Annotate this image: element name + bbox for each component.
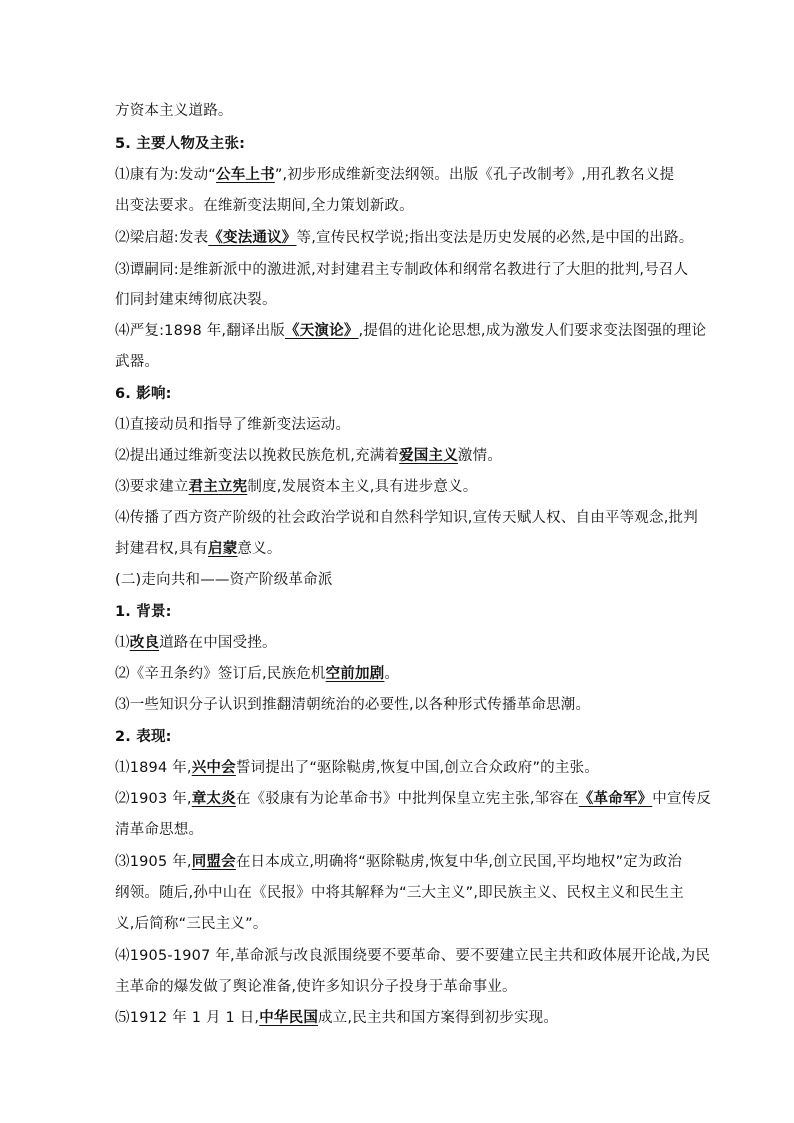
- text-line: 义,后简称“三民主义”。: [115, 916, 268, 932]
- section-heading: 6. 影响:: [115, 386, 172, 402]
- text-line: ⑷严复:1898 年,翻译出版《天演论》,提倡的进化论思想,成为激发人们要求变法图强的理论: [115, 323, 707, 339]
- key-term: 中华民国: [259, 1010, 319, 1026]
- text-line: 清革命思想。: [115, 822, 204, 838]
- text-line: 封建君权,具有启蒙意义。: [115, 541, 282, 557]
- text-line: ⑵1903 年,章太炎在《驳康有为论革命书》中批判保皇立宪主张,邹容在《革命军》中宣传反: [115, 791, 712, 807]
- text-line: ⑴康有为:发动“公车上书”,初步形成维新变法纲领。出版《孔子改制考》,用孔教名义提: [115, 167, 675, 183]
- text-line: ⑶1905 年,同盟会在日本成立,明确将“驱除鞑虏,恢复中华,创立民国,平均地权”定为政治: [115, 854, 683, 870]
- key-term: 改良: [129, 635, 160, 651]
- text-line: ⑶要求建立君主立宪制度,发展资本主义,具有进步意义。: [115, 479, 478, 495]
- subsection-title: (二)走向共和——资产阶级革命派: [115, 572, 333, 588]
- key-term: 兴中会: [191, 760, 236, 776]
- text-line: 纲领。随后,孙中山在《民报》中将其解释为“三大主义”,即民族主义、民权主义和民生主: [115, 885, 684, 901]
- text-line: ⑵梁启超:发表《变法通议》等,宣传民权学说;指出变法是历史发展的必然,是中国的出路。: [115, 230, 694, 246]
- section-heading: 1. 背景:: [115, 604, 172, 620]
- text-line: ⑵《辛丑条约》签订后,民族危机空前加剧。: [115, 666, 400, 682]
- text-line: ⑴直接动员和指导了维新变法运动。: [115, 417, 351, 433]
- key-term: 公车上书: [216, 167, 275, 183]
- text-line: ⑶谭嗣同:是维新派中的激进派,对封建君主专制政体和纲常名教进行了大胆的批判,号召人: [115, 262, 689, 278]
- key-term: 君主立宪: [188, 479, 248, 495]
- key-term: 《变法通议》: [208, 230, 297, 246]
- text-line: ⑶一些知识分子认识到推翻清朝统治的必要性,以各种形式传播革命思潮。: [115, 697, 591, 713]
- section-heading: 5. 主要人物及主张:: [115, 136, 246, 152]
- text-line: ⑷传播了西方资产阶级的社会政治学说和自然科学知识,宣传天赋人权、自由平等观念,批判: [115, 510, 698, 526]
- text-line: ⑷1905-1907 年,革命派与改良派围绕要不要革命、要不要建立民主共和政体展开论战,为民: [115, 948, 711, 964]
- key-term: 《天演论》: [285, 323, 359, 339]
- text-line: ⑸1912 年 1 月 1 日,中华民国成立,民主共和国方案得到初步实现。: [115, 1010, 559, 1026]
- text-line: ⑴改良道路在中国受挫。: [115, 635, 277, 651]
- text-line: 武器。: [115, 354, 160, 370]
- key-term: 空前加剧: [325, 666, 385, 682]
- text-line: 方资本主义道路。: [115, 103, 233, 119]
- text-line: ⑵提出通过维新变法以挽救民族危机,充满着爱国主义激情。: [115, 448, 503, 464]
- text-line: 出变法要求。在维新变法期间,全力策划新政。: [115, 198, 414, 214]
- text-line: ⑴1894 年,兴中会誓词提出了“驱除鞑虏,恢复中国,创立合众政府”的主张。: [115, 760, 599, 776]
- key-term: 章太炎: [191, 791, 236, 807]
- text-line: 主革命的爆发做了舆论准备,使许多知识分子投身于革命事业。: [115, 979, 517, 995]
- key-term: 《革命军》: [578, 791, 653, 807]
- key-term: 启蒙: [208, 541, 238, 557]
- key-term: 同盟会: [191, 854, 236, 870]
- key-term: 爱国主义: [399, 448, 458, 464]
- text-line: 们同封建束缚彻底决裂。: [115, 292, 277, 308]
- section-heading: 2. 表现:: [115, 729, 172, 745]
